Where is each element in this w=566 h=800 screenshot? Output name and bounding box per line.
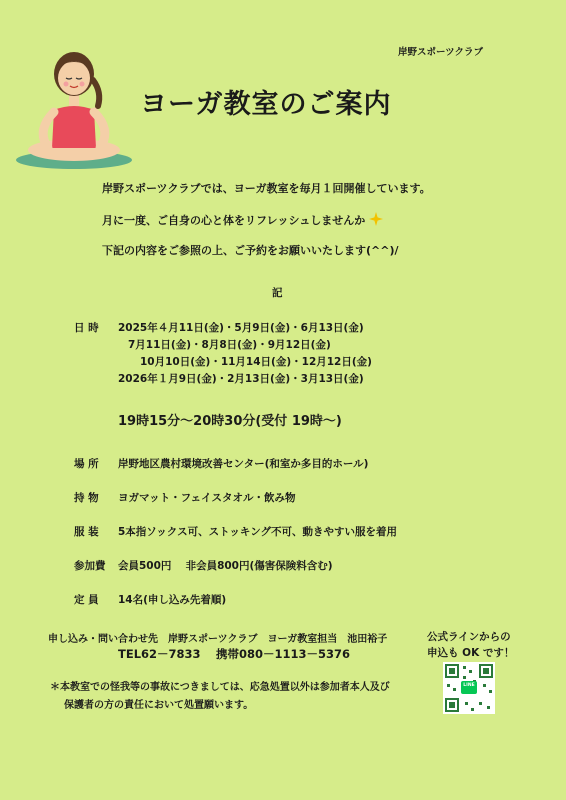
qr-line-label: LINE (463, 683, 475, 688)
contact-phone: TEL62－7833 携帯080－1113－5376 (118, 647, 351, 661)
contact-line: 申し込み・問い合わせ先 岸野スポーツクラブ ヨーガ教室担当 池田裕子 (48, 634, 388, 645)
yoga-woman-illustration (14, 40, 136, 170)
detail-label-clothing: 服 装 (74, 526, 99, 538)
date-line-4: 2026年１月9日(金)・2月13日(金)・3月13日(金) (118, 373, 364, 385)
date-line-2: 7月11日(金)・8月8日(金)・9月12日(金) (128, 339, 331, 351)
detail-value-fee: 会員500円 非会員800円(傷害保険料含む) (118, 560, 333, 572)
detail-value-capacity: 14名(申し込み先着順) (118, 594, 227, 606)
detail-value-items: ヨガマット・フェイスタオル・飲み物 (118, 492, 296, 504)
detail-label-place: 場 所 (74, 458, 99, 470)
detail-label-capacity: 定 員 (74, 594, 99, 606)
intro-line-3: 下記の内容をご参照の上、ご予約をお願いいたします(^^)/ (102, 244, 399, 257)
page-title: ヨーガ教室のご案内 (140, 89, 392, 120)
disclaimer-line-2: 保護者の方の責任において処置願います。 (64, 700, 254, 711)
date-line-3: 10月10日(金)・11月14日(金)・12月12日(金) (140, 356, 372, 368)
schedule-label: 日 時 (74, 322, 99, 334)
event-time: 19時15分～20時30分(受付 19時～) (118, 414, 342, 429)
detail-label-items: 持 物 (74, 492, 99, 504)
line-qr-code[interactable] (443, 662, 495, 714)
disclaimer-line-1: ＊本教室での怪我等の事故につきましては、応急処置以外は参加者本人及び (50, 682, 390, 693)
line-note-1: 公式ラインからの (427, 631, 511, 643)
line-note-2: 申込も OK です！ (427, 647, 515, 659)
club-name-header: 岸野スポーツクラブ (398, 47, 484, 58)
qr-code-icon (443, 662, 495, 714)
intro-line-1: 岸野スポーツクラブでは、ヨーガ教室を毎月１回開催しています。 (102, 182, 431, 195)
ki-heading: 記 (272, 287, 283, 299)
detail-value-clothing: 5本指ソックス可、ストッキング不可、動きやすい服を着用 (118, 526, 398, 538)
date-line-1: 2025年４月11日(金)・5月9日(金)・6月13日(金) (118, 322, 364, 334)
detail-value-place: 岸野地区農村環境改善センター(和室か多目的ホール) (118, 458, 369, 470)
sparkle-icon (369, 212, 383, 226)
intro-line-2 (102, 212, 383, 228)
intro-line-2-text: 月に一度、ご自身の心と体をリフレッシュしませんか (102, 214, 366, 227)
detail-label-fee: 参加費 (74, 560, 106, 572)
